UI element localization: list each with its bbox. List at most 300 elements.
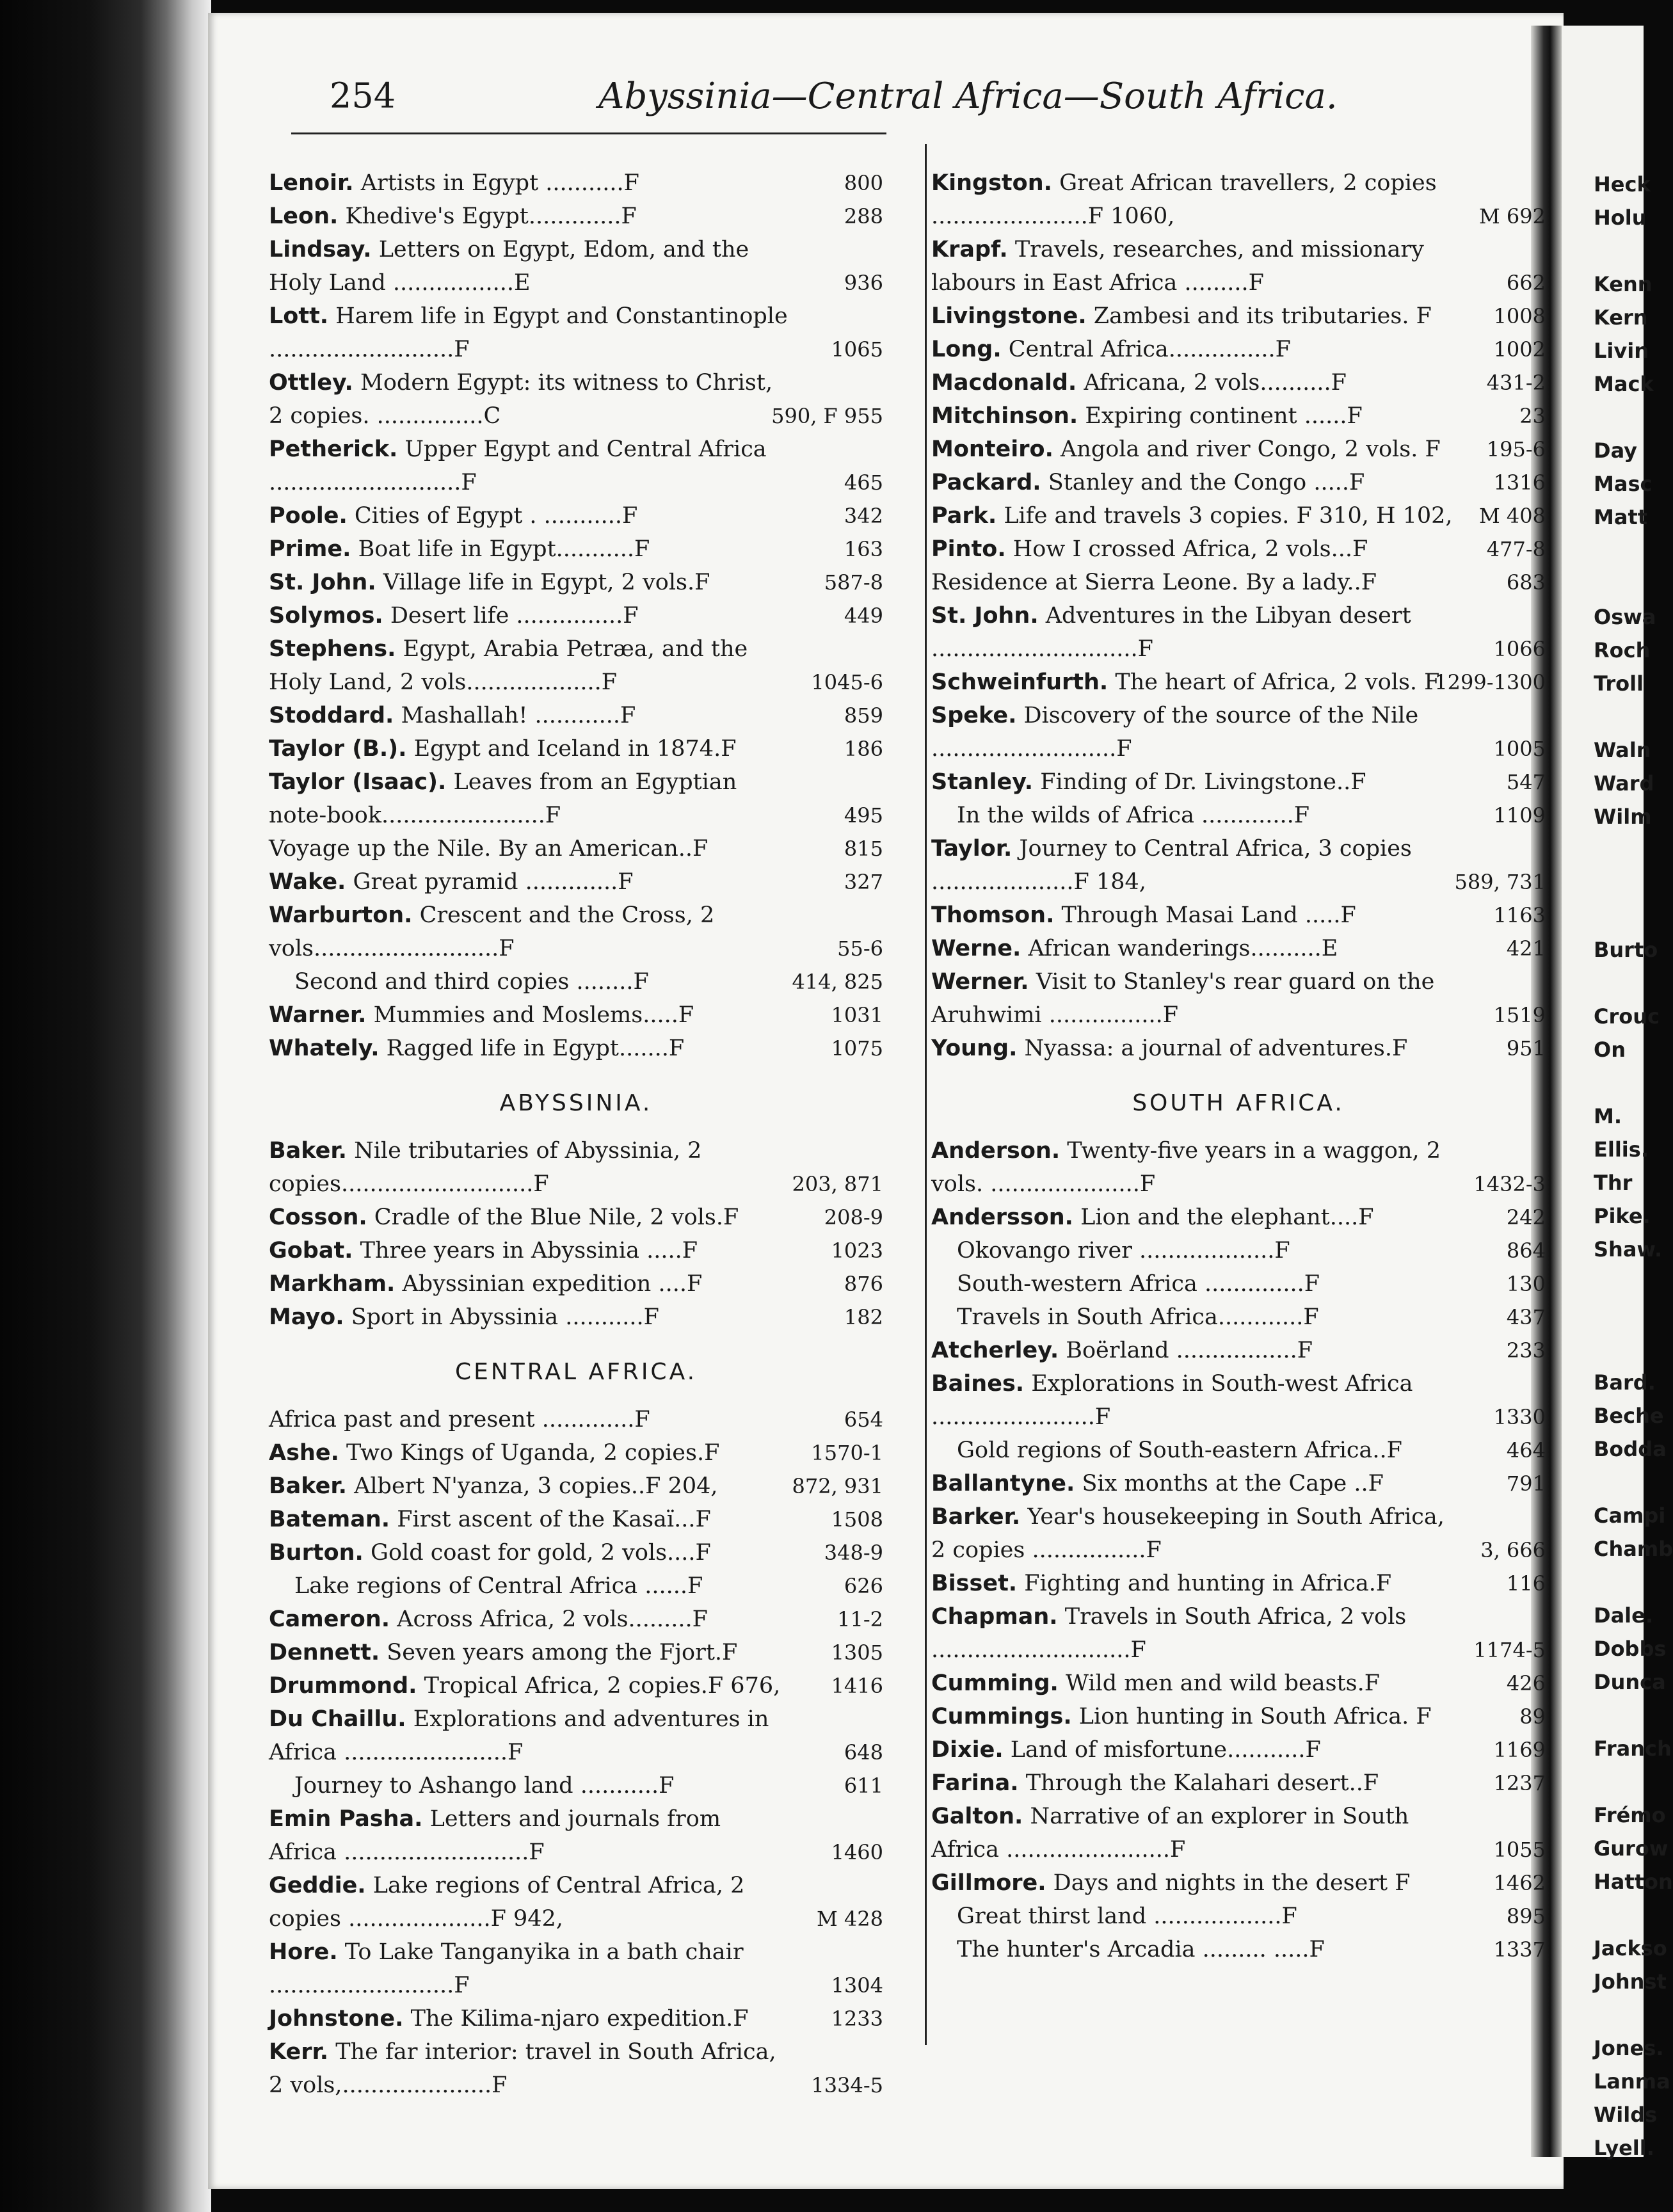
- entry-reference: M 408: [1478, 504, 1546, 528]
- bibliography-entry: [269, 865, 883, 899]
- entry-reference: 342: [844, 504, 883, 528]
- entry-author: Taylor.: [931, 836, 1013, 862]
- abyssinia-heading: ABYSSINIA.: [499, 1090, 653, 1116]
- bibliography-entry: [931, 765, 1546, 799]
- entry-reference: 55-6: [837, 936, 883, 961]
- facing-page-fragment: [1594, 700, 1645, 733]
- entry-reference: 951: [1506, 1036, 1546, 1061]
- entry-reference: 449: [844, 604, 883, 628]
- facing-page-fragment: Jackso: [1594, 1936, 1667, 1960]
- entry-reference: 23: [1519, 404, 1546, 428]
- bibliography-entry: [269, 1769, 883, 1802]
- entry-author: St. John.: [269, 570, 376, 595]
- entry-author: Bisset.: [931, 1571, 1018, 1596]
- entry-author: Barker.: [931, 1504, 1021, 1530]
- facing-page-fragment: [1594, 234, 1645, 268]
- bibliography-entry: [931, 666, 1546, 699]
- entry-title: Zambesi and its tributaries. F: [1093, 303, 1432, 329]
- entry-title: Egypt and Iceland in 1874.F: [413, 736, 737, 762]
- facing-page-fragment: Crouc: [1594, 1004, 1660, 1029]
- entry-author: Hore.: [269, 1939, 338, 1965]
- entry-title: Leaves from an Egyptian note-book.......................F: [269, 769, 737, 828]
- facing-page-fragment: [1594, 1566, 1645, 1599]
- bibliography-entry: [269, 732, 883, 765]
- entry-title: Harem life in Egypt and Constantinople ..........................F: [269, 303, 788, 362]
- entry-reference: 208-9: [824, 1205, 883, 1230]
- central-africa-continued-list: [931, 166, 1546, 1065]
- facing-page-fragment: Pike.: [1594, 1204, 1651, 1228]
- entry-reference: 431-2: [1486, 371, 1546, 395]
- entry-reference: 654: [844, 1407, 883, 1432]
- entry-author: Stephens.: [269, 636, 396, 662]
- entry-reference: 1109: [1493, 803, 1546, 828]
- entry-author: Farina.: [931, 1770, 1019, 1796]
- entry-author: Cameron.: [269, 1607, 390, 1632]
- facing-page-fragment: Beche: [1594, 1404, 1664, 1428]
- entry-title: Nile tributaries of Abyssinia, 2 copies...........................F: [269, 1138, 702, 1197]
- entry-title: Wild men and wild beasts.F: [1065, 1671, 1380, 1696]
- entry-reference: 876: [844, 1272, 883, 1296]
- entry-title: Upper Egypt and Central Africa ...........................F: [269, 437, 767, 495]
- facing-page-fragment: Roch: [1594, 638, 1651, 662]
- entry-reference: 547: [1506, 770, 1546, 794]
- bibliography-entry: [931, 233, 1546, 300]
- entry-title: Expiring continent ......F: [1085, 403, 1363, 429]
- bibliography-entry: [931, 1201, 1546, 1234]
- entry-title: Angola and river Congo, 2 vols. F: [1061, 437, 1441, 462]
- bibliography-entry: [269, 1201, 883, 1234]
- entry-author: Young.: [931, 1036, 1018, 1061]
- bibliography-entry: [931, 832, 1546, 899]
- entry-reference: 1055: [1493, 1838, 1546, 1862]
- facing-page-fragment: Dale.: [1594, 1603, 1653, 1628]
- entry-author: Baines.: [931, 1371, 1025, 1397]
- entry-reference: 116: [1506, 1571, 1546, 1596]
- entry-reference: 1008: [1493, 304, 1546, 328]
- facing-page-fragment: Campi: [1594, 1503, 1666, 1528]
- facing-page-fragment: Bard.: [1594, 1370, 1656, 1395]
- facing-page-fragment: Hatton: [1594, 1870, 1673, 1894]
- entry-reference: 89: [1519, 1704, 1546, 1729]
- entry-reference: 495: [844, 803, 883, 828]
- facing-page-fragment: [1594, 867, 1645, 900]
- entry-title: Discovery of the source of the Nile ..........................F: [931, 703, 1419, 762]
- bibliography-entry: [931, 1567, 1546, 1600]
- entry-reference: M 428: [816, 1907, 883, 1931]
- entry-author: Werner.: [931, 969, 1029, 995]
- entry-title: How I crossed Africa, 2 vols...F: [1013, 536, 1368, 562]
- entry-title: Letters and journals from Africa ..........................F: [269, 1806, 721, 1865]
- entry-author: Kingston.: [931, 170, 1052, 196]
- entry-author: Cosson.: [269, 1205, 367, 1230]
- bibliography-entry: [269, 765, 883, 832]
- entry-author: Ottley.: [269, 370, 353, 396]
- facing-page-fragment: [1594, 1998, 1645, 2032]
- bibliography-entry: [931, 566, 1546, 599]
- bibliography-entry: [269, 832, 883, 865]
- facing-page-fragment: Lyell.: [1594, 2136, 1654, 2160]
- entry-author: Lenoir.: [269, 170, 354, 196]
- entry-author: Gobat.: [269, 1238, 353, 1263]
- facing-page-fragment: Dobbs: [1594, 1637, 1667, 1661]
- entry-author: Cummings.: [931, 1704, 1072, 1729]
- entry-author: Park.: [931, 503, 997, 529]
- facing-page-fragment: On: [1594, 1038, 1626, 1062]
- facing-page-fragment: Wilds: [1594, 2103, 1658, 2127]
- entry-title: Gold coast for gold, 2 vols....F: [371, 1540, 711, 1566]
- bibliography-entry: [931, 1434, 1546, 1467]
- entry-author: Drummond.: [269, 1673, 417, 1699]
- entry-author: Thomson.: [931, 902, 1055, 928]
- entry-reference: 1316: [1493, 470, 1546, 495]
- entry-author: St. John.: [931, 603, 1039, 629]
- entry-author: Dennett.: [269, 1640, 380, 1665]
- bibliography-entry: [269, 533, 883, 566]
- bibliography-entry: [931, 1933, 1546, 1966]
- entry-title: To Lake Tanganyika in a bath chair ..........................F: [269, 1939, 744, 1998]
- entry-reference: 1163: [1493, 903, 1546, 927]
- facing-page-fragment: Heck: [1594, 172, 1651, 196]
- entry-author: Lott.: [269, 303, 329, 329]
- entry-title: Sport in Abyssinia ...........F: [351, 1304, 659, 1330]
- entry-author: Dixie.: [931, 1737, 1004, 1763]
- entry-title: Great thirst land ..................F: [957, 1903, 1297, 1929]
- entry-title: Residence at Sierra Leone. By a lady..F: [931, 570, 1377, 595]
- entry-title: Lion and the elephant....F: [1080, 1205, 1374, 1230]
- entry-author: Atcherley.: [931, 1338, 1059, 1363]
- bibliography-entry: [931, 1367, 1546, 1434]
- entry-title: Boat life in Egypt...........F: [358, 536, 650, 562]
- bibliography-entry: [269, 1301, 883, 1334]
- entry-reference: 464: [1506, 1438, 1546, 1463]
- bibliography-entry: [931, 1900, 1546, 1933]
- facing-page-fragment: Bodda: [1594, 1437, 1667, 1461]
- bibliography-entry: [269, 233, 883, 300]
- bibliography-entry: [269, 1032, 883, 1065]
- central-africa-entry-list: [269, 1403, 883, 2102]
- bibliography-entry: [269, 1869, 883, 1936]
- facing-page-fragment: Frémo: [1594, 1803, 1666, 1827]
- entry-title: Explorations and adventures in Africa .......................F: [269, 1706, 769, 1765]
- facing-page-fragment: [1594, 534, 1645, 567]
- entry-title: The hunter's Arcadia ......... .....F: [957, 1937, 1325, 1962]
- entry-title: Finding of Dr. Livingstone..F: [1040, 769, 1366, 795]
- entry-reference: 1233: [831, 2007, 883, 2031]
- facing-page-fragment: Jones.: [1594, 2036, 1664, 2060]
- bibliography-entry: [269, 1669, 883, 1703]
- entry-reference: 1066: [1493, 637, 1546, 661]
- bibliography-entry: [931, 599, 1546, 666]
- entry-title: The Kilima-njaro expedition.F: [410, 2006, 749, 2032]
- entry-title: Lake regions of Central Africa, 2 copies ....................F 942,: [269, 1873, 745, 1932]
- entry-title: The heart of Africa, 2 vols. F: [1115, 669, 1440, 695]
- entry-title: Travels in South Africa............F: [957, 1304, 1319, 1330]
- entry-reference: 611: [844, 1774, 883, 1798]
- bibliography-entry: [269, 1267, 883, 1301]
- entry-reference: 1023: [831, 1238, 883, 1263]
- entry-reference: 163: [844, 537, 883, 561]
- entry-title: Through the Kalahari desert..F: [1025, 1770, 1379, 1796]
- entry-author: Lindsay.: [269, 237, 372, 262]
- entry-author: Mayo.: [269, 1304, 344, 1330]
- facing-page-fragment: [1594, 567, 1645, 600]
- entry-reference: 327: [844, 870, 883, 894]
- header-rule: [291, 132, 886, 134]
- entry-title: Boërland .................F: [1066, 1338, 1313, 1363]
- entry-reference: 182: [844, 1305, 883, 1329]
- entry-reference: 791: [1506, 1471, 1546, 1496]
- entry-reference: 11-2: [837, 1607, 883, 1631]
- entry-author: Taylor (Isaac).: [269, 769, 447, 795]
- bibliography-entry: [269, 1636, 883, 1669]
- bibliography-entry: [931, 300, 1546, 333]
- book-spine: [0, 0, 211, 2212]
- entry-title: Africa past and present .............F: [269, 1407, 650, 1432]
- entry-title: South-western Africa ..............F: [957, 1271, 1320, 1297]
- entry-title: Khedive's Egypt.............F: [345, 204, 637, 229]
- entry-author: Schweinfurth.: [931, 669, 1109, 695]
- entry-title: Okovango river ...................F: [957, 1238, 1290, 1263]
- entry-author: Andersson.: [931, 1205, 1073, 1230]
- entry-title: Twenty-five years in a waggon, 2 vols. .....................F: [931, 1138, 1441, 1197]
- entry-reference: 662: [1506, 271, 1546, 295]
- facing-page-fragment: Ellis.: [1594, 1137, 1649, 1162]
- entry-author: Monteiro.: [931, 437, 1053, 462]
- left-column: [269, 166, 883, 2102]
- entry-reference: 872, 931: [792, 1474, 883, 1498]
- bibliography-entry: [931, 1234, 1546, 1267]
- entry-reference: 936: [844, 271, 883, 295]
- entry-reference: 815: [844, 837, 883, 861]
- bibliography-entry: [269, 1234, 883, 1267]
- entry-title: Three years in Abyssinia .....F: [360, 1238, 698, 1263]
- bibliography-entry: [931, 799, 1546, 832]
- entry-reference: 1570-1: [811, 1441, 883, 1465]
- bibliography-entry: [931, 1866, 1546, 1900]
- bibliography-entry: [269, 566, 883, 599]
- entry-author: Johnstone.: [269, 2006, 404, 2032]
- bibliography-entry: [269, 1403, 883, 1436]
- entry-author: Baker.: [269, 1138, 347, 1164]
- entry-reference: 1416: [831, 1674, 883, 1698]
- entry-reference: 1305: [831, 1640, 883, 1665]
- entry-author: Ashe.: [269, 1440, 339, 1466]
- bibliography-entry: [269, 2035, 883, 2102]
- entry-title: Travels, researches, and missionary labours in East Africa .........F: [931, 237, 1424, 296]
- bibliography-entry: [931, 399, 1546, 433]
- entry-title: Gold regions of South-eastern Africa..F: [957, 1438, 1402, 1463]
- facing-page-fragment: Johnst: [1594, 1969, 1667, 1994]
- column-divider: [925, 144, 927, 2045]
- facing-page-fragment: Kern: [1594, 305, 1648, 330]
- entry-reference: 1462: [1493, 1871, 1546, 1895]
- bibliography-entry: [269, 1703, 883, 1769]
- entry-reference: 1334-5: [811, 2073, 883, 2097]
- facing-page-fragment: Ward: [1594, 771, 1654, 796]
- central-africa-heading: CENTRAL AFRICA.: [454, 1359, 698, 1385]
- bibliography-entry: [269, 1503, 883, 1536]
- bibliography-entry: [931, 1134, 1546, 1201]
- entry-author: Petherick.: [269, 437, 398, 462]
- entry-reference: 1337: [1493, 1937, 1546, 1962]
- egypt-entry-list: [269, 166, 883, 1065]
- bibliography-entry: [269, 499, 883, 533]
- entry-title: Six months at the Cape ..F: [1082, 1471, 1384, 1496]
- entry-title: Land of misfortune...........F: [1010, 1737, 1321, 1763]
- entry-reference: 800: [844, 171, 883, 195]
- entry-title: Days and nights in the desert F: [1053, 1870, 1411, 1896]
- entry-title: Journey to Central Africa, 3 copies ....................F 184,: [931, 836, 1412, 895]
- facing-page-fragment: Holu: [1594, 205, 1647, 230]
- entry-reference: 1169: [1493, 1738, 1546, 1762]
- bibliography-entry: [931, 433, 1546, 466]
- entry-author: Prime.: [269, 536, 351, 562]
- entry-reference: M 692: [1478, 204, 1546, 228]
- facing-page-fragment: [1594, 900, 1645, 933]
- bibliography-entry: [269, 1436, 883, 1470]
- entry-title: First ascent of the Kasaï...F: [397, 1507, 711, 1532]
- entry-author: Markham.: [269, 1271, 396, 1297]
- entry-title: Life and travels 3 copies. F 310, H 102,: [1004, 503, 1453, 529]
- bibliography-entry: [269, 599, 883, 632]
- facing-page-fragment: Livin: [1594, 339, 1649, 363]
- entry-title: Second and third copies ........F: [294, 969, 649, 995]
- bibliography-entry: [269, 1936, 883, 2002]
- entry-title: African wanderings..........E: [1028, 936, 1338, 961]
- entry-title: Village life in Egypt, 2 vols.F: [383, 570, 710, 595]
- entry-title: Voyage up the Nile. By an American..F: [269, 836, 708, 862]
- entry-author: Packard.: [931, 470, 1041, 495]
- entry-author: Kerr.: [269, 2039, 329, 2065]
- entry-title: Modern Egypt: its witness to Christ, 2 copies. ...............C: [269, 370, 773, 429]
- page-number: 254: [330, 76, 396, 116]
- entry-author: Stoddard.: [269, 703, 394, 728]
- bibliography-entry: [931, 466, 1546, 499]
- entry-reference: 1508: [831, 1507, 883, 1532]
- bibliography-entry: [269, 899, 883, 965]
- bibliography-entry: [931, 1500, 1546, 1567]
- entry-author: Bateman.: [269, 1507, 390, 1532]
- running-title: Abyssinia—Central Africa—South Africa.: [598, 76, 1338, 117]
- abyssinia-entry-list: [269, 1134, 883, 1334]
- entry-author: Galton.: [931, 1804, 1023, 1829]
- entry-author: Chapman.: [931, 1604, 1058, 1630]
- bibliography-entry: [269, 1603, 883, 1636]
- entry-title: Adventures in the Libyan desert .............................F: [931, 603, 1411, 662]
- entry-reference: 477-8: [1486, 537, 1546, 561]
- entry-reference: 233: [1506, 1338, 1546, 1363]
- entry-title: Nyassa: a journal of adventures.F: [1024, 1036, 1408, 1061]
- entry-author: Leon.: [269, 204, 339, 229]
- bibliography-entry: [931, 499, 1546, 533]
- entry-title: Central Africa...............F: [1008, 337, 1291, 362]
- entry-title: Travels in South Africa, 2 vols ............................F: [931, 1604, 1407, 1663]
- entry-title: Cities of Egypt . ...........F: [354, 503, 638, 529]
- facing-page-fragment: Franch: [1594, 1736, 1672, 1761]
- entry-reference: 426: [1506, 1671, 1546, 1695]
- bibliography-entry: [269, 1470, 883, 1503]
- entry-reference: 1005: [1493, 737, 1546, 761]
- entry-title: Ragged life in Egypt.......F: [386, 1036, 685, 1061]
- entry-title: Egypt, Arabia Petræa, and the Holy Land, 2 vols...................F: [269, 636, 748, 695]
- entry-reference: 1174-5: [1473, 1638, 1546, 1662]
- entry-title: Great pyramid .............F: [353, 869, 634, 895]
- entry-author: Burton.: [269, 1540, 364, 1566]
- entry-reference: 414, 825: [792, 970, 883, 994]
- entry-author: Whately.: [269, 1036, 380, 1061]
- entry-reference: 895: [1506, 1904, 1546, 1928]
- facing-page-fragment: [1594, 1266, 1645, 1299]
- entry-title: Year's housekeeping in South Africa, 2 copies ................F: [931, 1504, 1445, 1563]
- bibliography-entry: [931, 965, 1546, 1032]
- bibliography-entry: [269, 1536, 883, 1569]
- entry-reference: 1065: [831, 337, 883, 362]
- bibliography-entry: [931, 1032, 1546, 1065]
- entry-title: Stanley and the Congo .....F: [1048, 470, 1365, 495]
- facing-page-fragment: Lanma: [1594, 2069, 1670, 2094]
- facing-page-fragment: Day: [1594, 438, 1638, 463]
- bibliography-entry: [931, 1700, 1546, 1733]
- facing-page-fragment: Kenn: [1594, 272, 1653, 296]
- facing-page-fragment: Burto: [1594, 938, 1658, 962]
- facing-page-fragment: M.: [1594, 1104, 1622, 1128]
- entry-title: Crescent and the Cross, 2 vols..........................F: [269, 902, 715, 961]
- bibliography-entry: [931, 699, 1546, 765]
- bibliography-entry: [269, 166, 883, 200]
- bibliography-entry: [269, 1134, 883, 1201]
- bibliography-entry: [931, 1301, 1546, 1334]
- bibliography-entry: [931, 899, 1546, 932]
- entry-title: Artists in Egypt ...........F: [360, 170, 639, 196]
- entry-title: Narrative of an explorer in South Africa .......................F: [931, 1804, 1409, 1863]
- bibliography-entry: [269, 2002, 883, 2035]
- facing-page-fragment: [1594, 1333, 1645, 1366]
- entry-reference: 1237: [1493, 1771, 1546, 1795]
- entry-reference: 1299-1300: [1434, 670, 1546, 694]
- entry-author: Geddie.: [269, 1873, 366, 1898]
- entry-reference: 590, F 955: [771, 404, 883, 428]
- entry-author: Poole.: [269, 503, 348, 529]
- south-africa-heading: SOUTH AFRICA.: [1132, 1090, 1345, 1116]
- facing-page-fragment: [1594, 1765, 1645, 1799]
- bibliography-entry: [931, 1267, 1546, 1301]
- bibliography-entry: [931, 1600, 1546, 1667]
- facing-page-fragment: Mack: [1594, 372, 1654, 396]
- bibliography-entry: [931, 533, 1546, 566]
- entry-author: Pinto.: [931, 536, 1006, 562]
- entry-title: Through Masai Land .....F: [1061, 902, 1356, 928]
- entry-title: Desert life ...............F: [390, 603, 639, 629]
- bibliography-entry: [269, 1802, 883, 1869]
- facing-page-fragment: Matt: [1594, 505, 1648, 529]
- entry-title: Journey to Ashango land ...........F: [294, 1773, 675, 1799]
- facing-page-fragment: Troll: [1594, 671, 1644, 696]
- entry-reference: 465: [844, 470, 883, 495]
- entry-title: Albert N'yanza, 3 copies..F 204,: [354, 1473, 718, 1499]
- entry-title: Two Kings of Uganda, 2 copies.F: [346, 1440, 720, 1466]
- bibliography-entry: [269, 366, 883, 433]
- entry-author: Anderson.: [931, 1138, 1061, 1164]
- entry-reference: 1304: [831, 1973, 883, 1998]
- facing-page-fragment: [1594, 401, 1645, 434]
- facing-page-fragment: [1594, 1299, 1645, 1333]
- entry-title: Africana, 2 vols..........F: [1084, 370, 1347, 396]
- facing-page-fragment: [1594, 1066, 1645, 1100]
- entry-title: Lake regions of Central Africa ......F: [294, 1573, 703, 1599]
- entry-reference: 421: [1506, 936, 1546, 961]
- facing-page-fragment: Thr: [1594, 1171, 1633, 1195]
- facing-page-fragment: [1594, 1699, 1645, 1732]
